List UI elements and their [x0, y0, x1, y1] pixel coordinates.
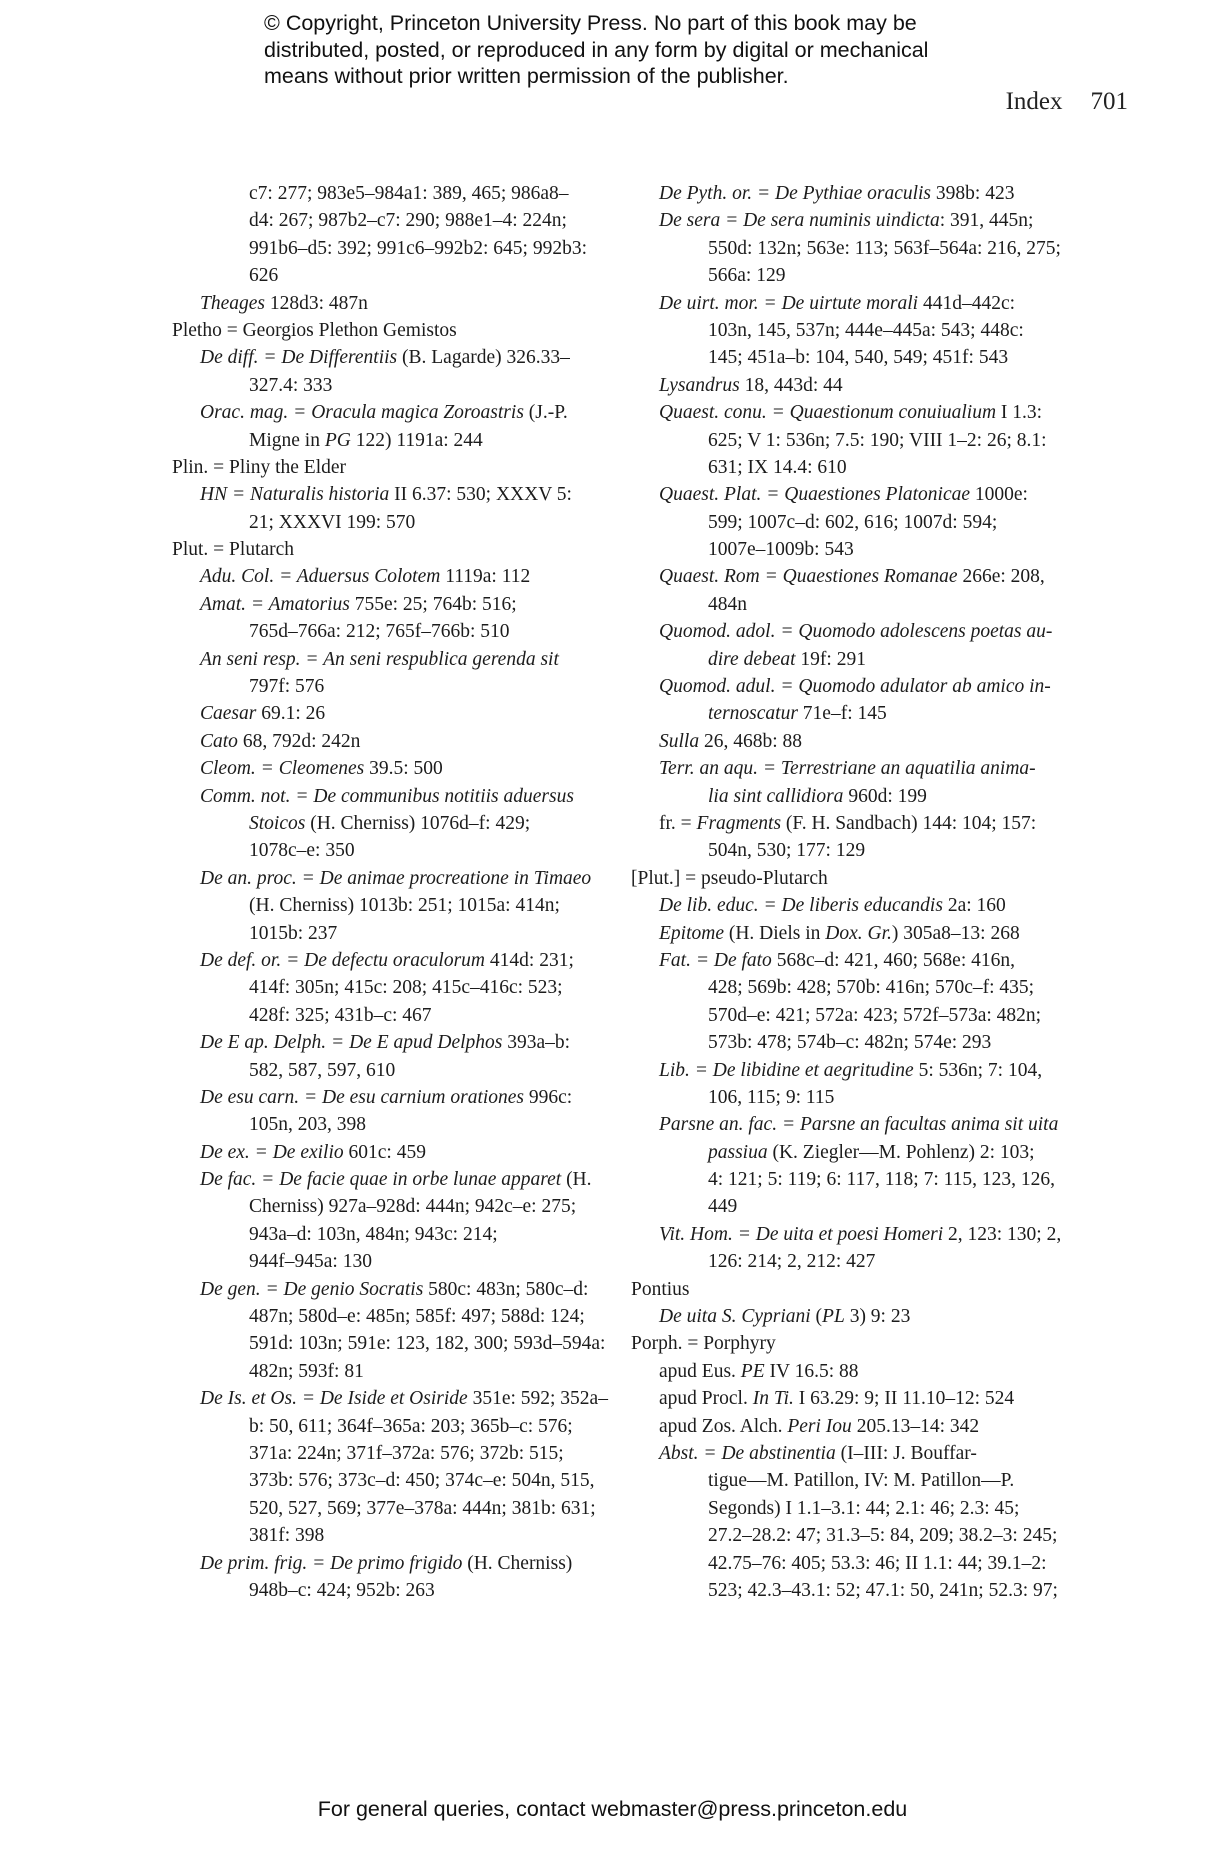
index-continuation: [631, 1467, 1067, 1494]
work-title: De lib. educ. = De liberis educandis: [659, 895, 943, 917]
index-subentry: [631, 563, 1067, 590]
index-text: 42.75–76: 405; 53.3: 46; II 1.1: 44; 39.1–2:: [708, 1552, 1047, 1574]
index-continuation: [172, 1111, 614, 1138]
index-continuation: [172, 372, 614, 399]
index-text: 580c: 483n; 580c–d:: [423, 1278, 589, 1300]
index-text: (B. Lagarde) 326.33–: [397, 347, 570, 369]
index-text: (H. Cherniss): [462, 1552, 573, 1574]
index-text: 582, 587, 597, 610: [249, 1059, 396, 1081]
index-text: 18, 443d: 44: [739, 374, 843, 396]
index-text: 550d: 132n; 563e: 113; 563f–564a: 216, 275;: [708, 237, 1061, 259]
index-text: 1078c–e: 350: [249, 840, 355, 862]
index-continuation: [172, 1413, 614, 1440]
index-continuation: [172, 1248, 614, 1275]
index-text: 601c: 459: [343, 1141, 426, 1163]
index-text: (K. Ziegler—M. Pohlenz) 2: 103;: [767, 1141, 1035, 1163]
index-text: (: [810, 1306, 823, 1328]
index-text: : 391, 445n;: [939, 210, 1034, 232]
index-subentry: [172, 1084, 614, 1111]
index-text: 1007e–1009b: 543: [708, 539, 854, 561]
index-text: 566a: 129: [708, 265, 786, 287]
index-text: 2a: 160: [942, 895, 1006, 917]
index-subentry: [172, 1139, 614, 1166]
index-continuation: [631, 646, 1067, 673]
index-continuation: [172, 1467, 614, 1494]
work-title: Theages: [200, 292, 265, 314]
index-continuation: [631, 974, 1067, 1001]
index-text: 1000e:: [970, 484, 1028, 506]
index-text: 3) 9: 23: [844, 1306, 911, 1328]
index-subentry: [631, 728, 1067, 755]
index-text: 482n; 593f: 81: [249, 1360, 364, 1382]
work-title: De Is. et Os. = De Iside et Osiride: [200, 1388, 468, 1410]
index-text: (I–III: J. Bouffar-: [835, 1442, 977, 1464]
index-continuation: [172, 810, 614, 837]
index-text: tigue—M. Patillon, IV: M. Patillon—P.: [708, 1470, 1015, 1492]
work-title: PG: [324, 429, 351, 451]
index-subentry: [631, 1440, 1067, 1467]
index-continuation: [631, 1084, 1067, 1111]
index-text: 103n, 145, 537n; 444e–445a: 543; 448c:: [708, 319, 1024, 341]
index-subentry: [631, 920, 1067, 947]
index-subentry: [631, 947, 1067, 974]
index-continuation: [172, 509, 614, 536]
index-entry: [172, 317, 614, 344]
index-text: 599; 1007c–d: 602, 616; 1007d: 594;: [708, 511, 998, 533]
index-text: ) 305a8–13: 268: [891, 922, 1020, 944]
index-text: 428f: 325; 431b–c: 467: [249, 1004, 432, 1026]
index-text: IV 16.5: 88: [764, 1360, 859, 1382]
index-text: 573b: 478; 574b–c: 482n; 574e: 293: [708, 1032, 992, 1054]
index-text: 570d–e: 421; 572a: 423; 572f–573a: 482n;: [708, 1004, 1042, 1026]
index-text: 755e: 25; 764b: 516;: [349, 593, 517, 615]
index-continuation: [172, 1440, 614, 1467]
index-text: I 63.29: 9; II 11.10–12: 524: [793, 1388, 1015, 1410]
index-continuation: [631, 1577, 1067, 1604]
index-text: apud Zos. Alch.: [659, 1415, 788, 1437]
index-continuation: [172, 262, 614, 289]
work-title: Quaest. Plat. = Quaestiones Platonicae: [659, 484, 971, 506]
index-subentry: [631, 207, 1067, 234]
index-continuation: [172, 618, 614, 645]
work-title: De E ap. Delph. = De E apud Delphos: [200, 1032, 503, 1054]
index-continuation: [631, 1002, 1067, 1029]
index-text: [Plut.] = pseudo-Plutarch: [631, 867, 828, 889]
index-continuation: [172, 1303, 614, 1330]
index-subentry: [631, 1385, 1067, 1412]
index-text: Plut. = Plutarch: [172, 539, 295, 561]
index-continuation: [172, 1057, 614, 1084]
index-subentry: [631, 1303, 1067, 1330]
index-text: 145; 451a–b: 104, 540, 549; 451f: 543: [708, 347, 1009, 369]
work-title: Abst. = De abstinentia: [659, 1442, 836, 1464]
work-title: An seni resp. = An seni respublica gerenda sit: [200, 648, 559, 670]
index-continuation: [631, 1522, 1067, 1549]
index-subentry: [631, 399, 1067, 426]
index-subentry: [172, 1550, 614, 1577]
work-title: De sera = De sera numinis uindicta: [659, 210, 940, 232]
index-continuation: [172, 1221, 614, 1248]
work-title: PE: [740, 1360, 765, 1382]
index-text: 4: 121; 5: 119; 6: 117, 118; 7: 115, 123, 126,: [708, 1169, 1056, 1191]
index-text: 371a: 224n; 371f–372a: 576; 372b: 515;: [249, 1442, 564, 1464]
index-continuation: [631, 700, 1067, 727]
index-subentry: [172, 700, 614, 727]
index-subentry: [631, 1413, 1067, 1440]
index-text: Cherniss) 927a–928d: 444n; 942c–e: 275;: [249, 1196, 577, 1218]
work-title: Quaest. conu. = Quaestionum conuiualium: [659, 402, 997, 424]
index-text: 27.2–28.2: 47; 31.3–5: 84, 209; 38.2–3: 245;: [708, 1525, 1058, 1547]
index-text: 266e: 208,: [957, 566, 1045, 588]
index-text: II 6.37: 530; XXXV 5:: [389, 484, 572, 506]
index-text: I 1.3:: [996, 402, 1043, 424]
work-title: De fac. = De facie quae in orbe lunae apparet: [200, 1169, 562, 1191]
index-text: 960d: 199: [843, 785, 927, 807]
index-text: (H. Cherniss) 1013b: 251; 1015a: 414n;: [249, 895, 560, 917]
work-title: Peri Iou: [787, 1415, 852, 1437]
work-title: HN = Naturalis historia: [200, 484, 390, 506]
index-continuation: [631, 1139, 1067, 1166]
copyright-line: © Copyright, Princeton University Press. No part of this book may be: [264, 11, 917, 35]
index-subentry: [172, 728, 614, 755]
index-text: 797f: 576: [249, 676, 325, 698]
index-continuation: [631, 427, 1067, 454]
index-text: 626: [249, 265, 279, 287]
index-subentry: [631, 1221, 1067, 1248]
work-title: De uirt. mor. = De uirtute morali: [659, 292, 919, 314]
index-text: 373b: 576; 373c–d: 450; 374c–e: 504n, 515,: [249, 1470, 595, 1492]
index-continuation: [631, 591, 1067, 618]
index-text: 19f: 291: [795, 648, 866, 670]
work-title: ternoscatur: [708, 703, 798, 725]
index-subentry: [631, 810, 1067, 837]
index-text: 631; IX 14.4: 610: [708, 456, 847, 478]
index-subentry: [172, 865, 614, 892]
index-text: apud Procl.: [659, 1388, 753, 1410]
index-text: (H. Cherniss) 1076d–f: 429;: [305, 812, 531, 834]
index-text: 69.1: 26: [256, 703, 326, 725]
index-text: 351e: 592; 352a–: [467, 1388, 608, 1410]
index-subentry: [631, 180, 1067, 207]
index-subentry: [172, 646, 614, 673]
work-title: Epitome: [659, 922, 724, 944]
index-text: 591d: 103n; 591e: 123, 182, 300; 593d–594a:: [249, 1333, 606, 1355]
index-subentry: [631, 618, 1067, 645]
index-continuation: [172, 1522, 614, 1549]
index-text: apud Eus.: [659, 1360, 741, 1382]
index-column-right: [631, 180, 1067, 1604]
index-continuation: [631, 262, 1067, 289]
index-continuation: [172, 892, 614, 919]
index-text: 414f: 305n; 415c: 208; 415c–416c: 523;: [249, 977, 563, 999]
work-title: Quomod. adul. = Quomodo adulator ab amico in-: [659, 676, 1051, 698]
copyright-notice: [264, 10, 1024, 90]
index-continuation: [631, 317, 1067, 344]
index-text: (F. H. Sandbach) 144: 104; 157:: [781, 812, 1037, 834]
index-text: 568c–d: 421, 460; 568e: 416n,: [771, 949, 1016, 971]
index-continuation: [631, 1029, 1067, 1056]
footer-contact: For general queries, contact webmaster@press.princeton.edu: [317, 1797, 908, 1821]
index-continuation: [172, 673, 614, 700]
index-text: 126: 214; 2, 212: 427: [708, 1251, 876, 1273]
work-title: Lysandrus: [659, 374, 740, 396]
work-title: De an. proc. = De animae procreatione in Timaeo: [200, 867, 592, 889]
index-text: 71e–f: 145: [797, 703, 887, 725]
index-subentry: [172, 1276, 614, 1303]
index-text: 996c:: [524, 1086, 573, 1108]
index-text: 122) 1191a: 244: [350, 429, 483, 451]
index-text: 327.4: 333: [249, 374, 333, 396]
index-continuation: [172, 1193, 614, 1220]
work-title: De uita S. Cypriani: [659, 1306, 811, 1328]
index-text: 520, 527, 569; 377e–378a: 444n; 381b: 631;: [249, 1497, 596, 1519]
index-text: 948b–c: 424; 952b: 263: [249, 1579, 435, 1601]
index-continuation: [631, 235, 1067, 262]
index-continuation: [631, 783, 1067, 810]
work-title: Cleom. = Cleomenes: [200, 758, 365, 780]
index-continuation: [172, 1358, 614, 1385]
index-continuation: [631, 536, 1067, 563]
work-title: Parsne an. fac. = Parsne an facultas anima sit uita: [659, 1114, 1059, 1136]
index-text: 991b6–d5: 392; 991c6–992b2: 645; 992b3:: [249, 237, 587, 259]
index-text: fr. =: [659, 812, 697, 834]
index-text: 428; 569b: 428; 570b: 416n; 570c–f: 435;: [708, 977, 1035, 999]
index-text: b: 50, 611; 364f–365a: 203; 365b–c: 576;: [249, 1415, 573, 1437]
index-text: 523; 42.3–43.1: 52; 47.1: 50, 241n; 52.3: 97;: [708, 1579, 1058, 1601]
index-continuation: [631, 344, 1067, 371]
running-head-title: Index: [1005, 88, 1063, 115]
index-text: Plin. = Pliny the Elder: [172, 456, 347, 478]
running-head: [1006, 88, 1128, 116]
index-entry: [631, 865, 1067, 892]
work-title: Dox. Gr.: [825, 922, 892, 944]
index-continuation: [172, 1495, 614, 1522]
index-text: 39.5: 500: [364, 758, 443, 780]
index-text: 625; V 1: 536n; 7.5: 190; VIII 1–2: 26; 8.1:: [708, 429, 1047, 451]
index-text: 106, 115; 9: 115: [708, 1086, 835, 1108]
index-text: Segonds) I 1.1–3.1: 44; 2.1: 46; 2.3: 45;: [708, 1497, 1020, 1519]
index-continuation: [172, 1577, 614, 1604]
index-text: 26, 468b: 88: [699, 730, 803, 752]
index-text: 393a–b:: [502, 1032, 571, 1054]
index-text: Pontius: [631, 1278, 690, 1300]
work-title: Amat. = Amatorius: [200, 593, 350, 615]
work-title: De ex. = De exilio: [200, 1141, 344, 1163]
index-subentry: [172, 591, 614, 618]
index-continuation: [172, 837, 614, 864]
index-text: Migne in: [249, 429, 325, 451]
work-title: Quaest. Rom = Quaestiones Romanae: [659, 566, 958, 588]
work-title: De prim. frig. = De primo frigido: [200, 1552, 463, 1574]
work-title: De Pyth. or. = De Pythiae oraculis: [659, 183, 932, 204]
index-subentry: [172, 947, 614, 974]
index-text: 944f–945a: 130: [249, 1251, 372, 1273]
index-text: 441d–442c:: [918, 292, 1016, 314]
index-text: 2, 123: 130; 2,: [943, 1223, 1062, 1245]
index-continuation: [631, 1495, 1067, 1522]
index-subentry: [172, 1166, 614, 1193]
index-continuation: [172, 920, 614, 947]
index-text: 381f: 398: [249, 1525, 325, 1547]
index-subentry: [631, 673, 1067, 700]
copyright-line: means without prior written permission of the publisher.: [264, 64, 789, 88]
index-subentry: [172, 290, 614, 317]
index-continuation: [631, 1550, 1067, 1577]
index-continuation: [631, 1193, 1067, 1220]
index-continuation: [631, 1166, 1067, 1193]
index-text: 943a–d: 103n, 484n; 943c: 214;: [249, 1223, 498, 1245]
work-title: Fat. = De fato: [659, 949, 772, 971]
index-text: (J.-P.: [523, 402, 568, 424]
index-column-left: [172, 180, 614, 1604]
index-continuation: [172, 180, 614, 207]
work-title: Orac. mag. = Oracula magica Zoroastris: [200, 402, 524, 424]
index-subentry: [631, 290, 1067, 317]
index-subentry: [172, 1029, 614, 1056]
work-title: De def. or. = De defectu oraculorum: [200, 949, 486, 971]
index-continuation: [172, 427, 614, 454]
copyright-line: distributed, posted, or reproduced in any form by digital or mechanical: [264, 37, 929, 62]
index-text: 765d–766a: 212; 765f–766b: 510: [249, 621, 510, 643]
work-title: In Ti.: [752, 1388, 794, 1410]
index-continuation: [172, 235, 614, 262]
index-subentry: [172, 399, 614, 426]
index-text: 487n; 580d–e: 485n; 585f: 497; 588d: 124;: [249, 1306, 585, 1328]
index-text: 205.13–14: 342: [851, 1415, 980, 1437]
index-text: 21; XXXVI 199: 570: [249, 511, 416, 533]
work-title: dire debeat: [708, 648, 796, 670]
work-title: Lib. = De libidine et aegritudine: [659, 1059, 914, 1081]
index-text: d4: 267; 987b2–c7: 290; 988e1–4: 224n;: [249, 210, 567, 232]
index-entry: [172, 536, 614, 563]
index-text: 128d3: 487n: [265, 292, 368, 314]
work-title: Fragments: [696, 812, 782, 834]
index-subentry: [631, 1057, 1067, 1084]
index-text: 449: [708, 1196, 738, 1218]
work-title: De gen. = De genio Socratis: [200, 1278, 424, 1300]
work-title: Adu. Col. = Aduersus Colotem: [200, 566, 441, 588]
index-text: 105n, 203, 398: [249, 1114, 366, 1136]
index-text: c7: 277; 983e5–984a1: 389, 465; 986a8–: [249, 183, 569, 204]
index-continuation: [631, 454, 1067, 481]
index-subentry: [172, 755, 614, 782]
index-subentry: [631, 1111, 1067, 1138]
index-subentry: [172, 1385, 614, 1412]
index-text: 1015b: 237: [249, 922, 338, 944]
index-subentry: [631, 372, 1067, 399]
index-subentry: [631, 481, 1067, 508]
work-title: De esu carn. = De esu carnium orationes: [200, 1086, 525, 1108]
index-subentry: [631, 755, 1067, 782]
index-entry: [631, 1276, 1067, 1303]
work-title: Comm. not. = De communibus notitiis aduersus: [200, 785, 574, 807]
index-continuation: [631, 509, 1067, 536]
work-title: passiua: [708, 1141, 768, 1163]
index-subentry: [631, 1358, 1067, 1385]
index-entry: [631, 1330, 1067, 1357]
work-title: Caesar: [200, 703, 257, 725]
work-title: Quomod. adol. = Quomodo adolescens poetas au-: [659, 621, 1053, 643]
index-subentry: [631, 892, 1067, 919]
index-subentry: [172, 481, 614, 508]
index-continuation: [172, 1330, 614, 1357]
work-title: Vit. Hom. = De uita et poesi Homeri: [659, 1223, 944, 1245]
index-text: 504n, 530; 177: 129: [708, 840, 866, 862]
work-title: PL: [822, 1306, 845, 1328]
index-text: (H. Diels in: [723, 922, 826, 944]
index-continuation: [631, 1248, 1067, 1275]
index-continuation: [631, 837, 1067, 864]
index-entry: [172, 454, 614, 481]
index-text: Pletho = Georgios Plethon Gemistos: [172, 319, 457, 341]
index-text: 1119a: 112: [440, 566, 531, 588]
work-title: Terr. an aqu. = Terrestriane an aquatilia anima-: [659, 758, 1036, 780]
index-subentry: [172, 344, 614, 371]
page-number: 701: [1090, 88, 1128, 115]
index-text: 68, 792d: 242n: [237, 730, 361, 752]
work-title: lia sint callidiora: [708, 785, 844, 807]
index-continuation: [172, 974, 614, 1001]
index-continuation: [172, 1002, 614, 1029]
index-text: 398b: 423: [931, 183, 1015, 204]
work-title: De diff. = De Differentiis: [200, 347, 398, 369]
work-title: Stoicos: [249, 812, 306, 834]
index-text: (H.: [561, 1169, 592, 1191]
index-subentry: [172, 563, 614, 590]
index-text: Porph. = Porphyry: [631, 1333, 776, 1355]
index-text: 414d: 231;: [485, 949, 574, 971]
work-title: Cato: [200, 730, 238, 752]
work-title: Sulla: [659, 730, 700, 752]
index-text: 484n: [708, 593, 747, 615]
index-continuation: [172, 207, 614, 234]
index-text: 5: 536n; 7: 104,: [913, 1059, 1043, 1081]
index-subentry: [172, 783, 614, 810]
